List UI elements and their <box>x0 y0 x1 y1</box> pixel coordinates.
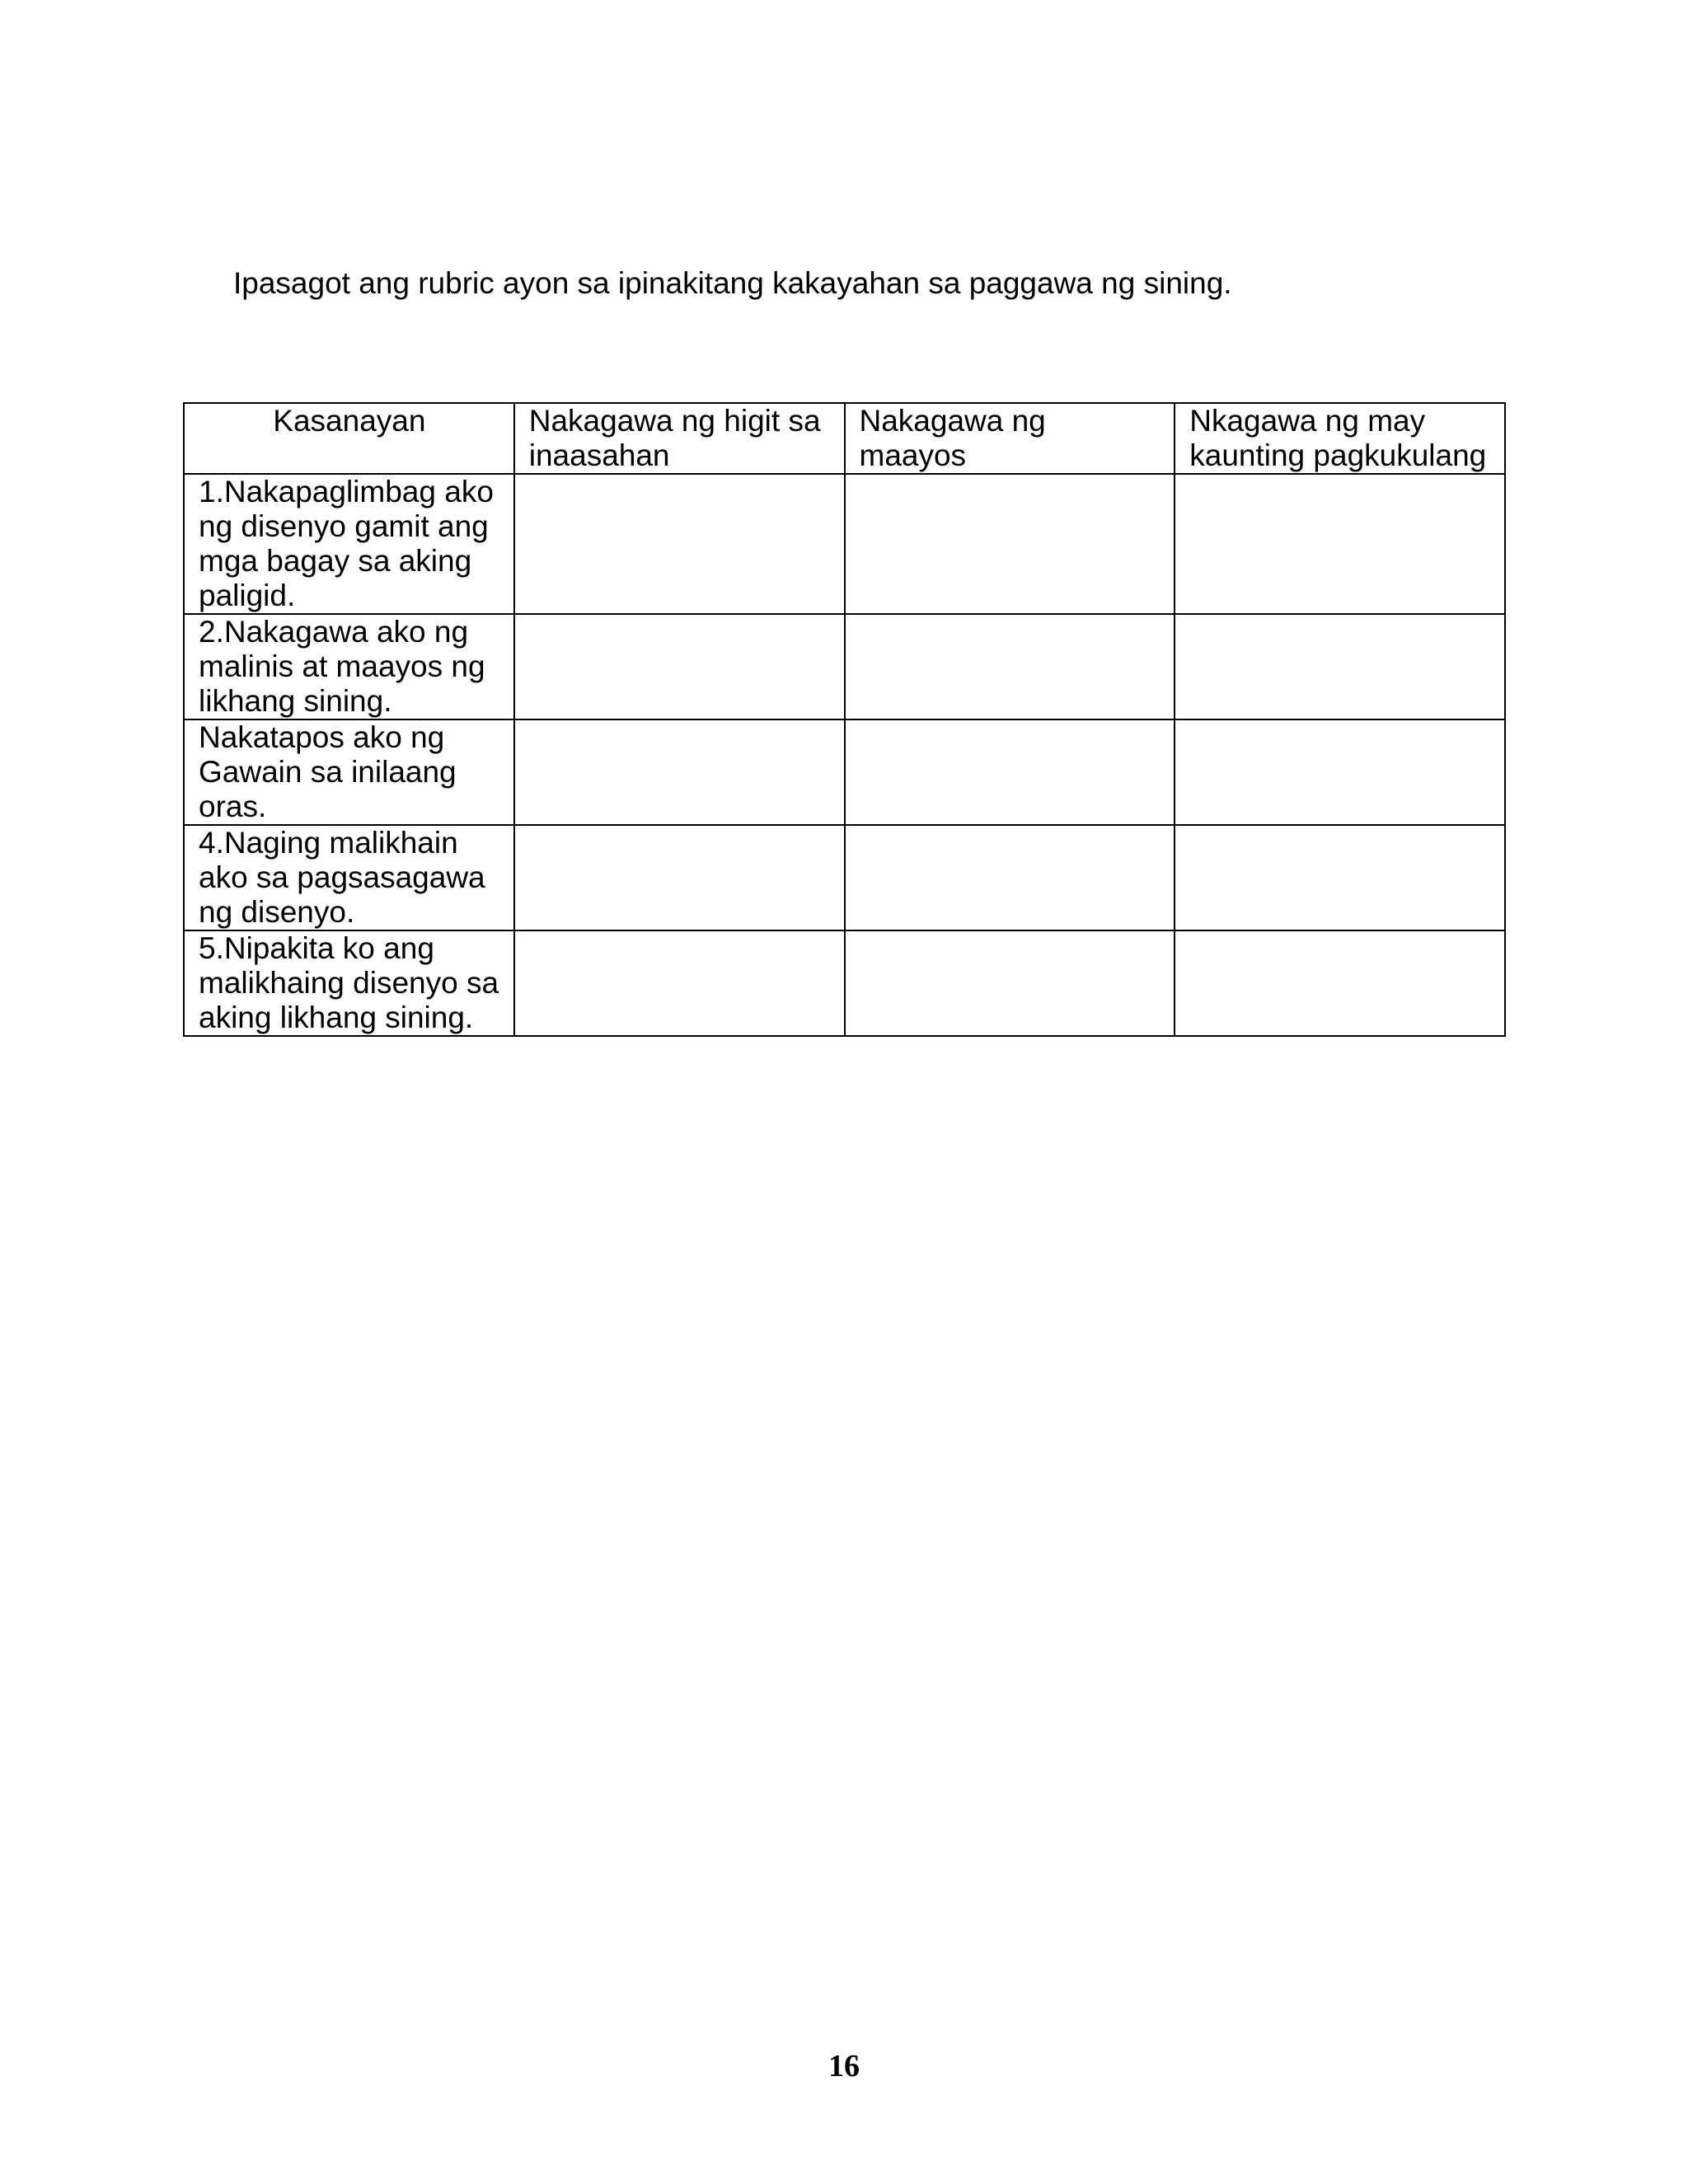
rating-cell[interactable] <box>845 825 1175 930</box>
rating-cell[interactable] <box>1175 930 1505 1036</box>
table-row <box>184 825 1505 930</box>
instruction-text: Ipasagot ang rubric ayon sa ipinakitang kakayahan sa paggawa ng sining. <box>233 266 1232 300</box>
rating-cell[interactable] <box>514 719 845 825</box>
table-row <box>184 474 1505 614</box>
rating-cell[interactable] <box>1175 614 1505 719</box>
rating-cell[interactable] <box>845 930 1175 1036</box>
rating-cell[interactable] <box>845 614 1175 719</box>
rating-cell[interactable] <box>845 719 1175 825</box>
skill-cell: 5.Nipakita ko ang malikhaing disenyo sa aking likhang sining. <box>184 930 514 1036</box>
table-row <box>184 614 1505 719</box>
skill-cell: 4.Naging malikhain ako sa pagsasagawa ng disenyo. <box>184 825 514 930</box>
header-kasanayan: Kasanayan <box>184 403 514 474</box>
table-header-row <box>184 403 1505 474</box>
rating-cell[interactable] <box>514 614 845 719</box>
rating-cell[interactable] <box>1175 474 1505 614</box>
rating-cell[interactable] <box>514 930 845 1036</box>
page-number: 16 <box>828 2049 860 2083</box>
rating-cell[interactable] <box>514 474 845 614</box>
table-row <box>184 719 1505 825</box>
header-maayos: Nakagawa ng maayos <box>845 403 1175 474</box>
rating-cell[interactable] <box>1175 719 1505 825</box>
header-higit-sa-inaasahan: Nakagawa ng higit sa inaasahan <box>514 403 845 474</box>
skill-cell: 1.Nakapaglimbag ako ng disenyo gamit ang mga bagay sa aking paligid. <box>184 474 514 614</box>
rubric-table <box>183 402 1506 1037</box>
rating-cell[interactable] <box>514 825 845 930</box>
rating-cell[interactable] <box>1175 825 1505 930</box>
header-kaunting-pagkukulang: Nkagawa ng may kaunting pagkukulang <box>1175 403 1505 474</box>
skill-cell: 2.Nakagawa ako ng malinis at maayos ng likhang sining. <box>184 614 514 719</box>
table-row <box>184 930 1505 1036</box>
skill-cell: Nakatapos ako ng Gawain sa inilaang oras. <box>184 719 514 825</box>
rating-cell[interactable] <box>845 474 1175 614</box>
